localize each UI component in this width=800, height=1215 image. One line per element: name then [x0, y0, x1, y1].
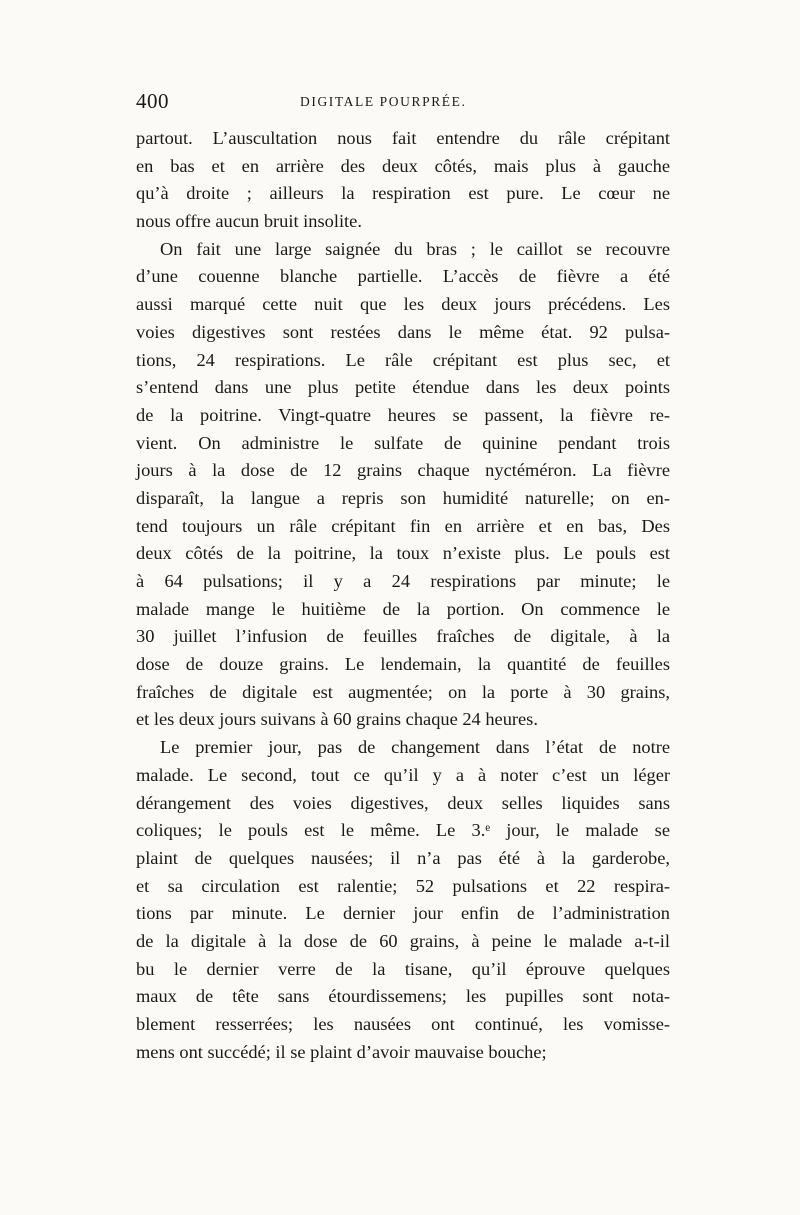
text-line: et sa circulation est ralentie; 52 pulsations et 22 respira-	[136, 875, 670, 896]
text-line: malade. Le second, tout ce qu’il y a à noter c’est un léger	[136, 764, 670, 785]
text-line: de la poitrine. Vingt-quatre heures se passent, la fièvre re-	[136, 404, 670, 425]
text-line: mens ont succédé; il se plaint d’avoir mauvaise bouche;	[136, 1041, 547, 1062]
text-line: plaint de quelques nausées; il n’a pas été à la garderobe,	[136, 847, 670, 868]
text-line: fraîches de digitale est augmentée; on la porte à 30 grains,	[136, 681, 670, 702]
text-line: disparaît, la langue a repris son humidité naturelle; on en-	[136, 487, 670, 508]
text-line: dérangement des voies digestives, deux selles liquides sans	[136, 792, 670, 813]
paragraph	[136, 125, 670, 236]
text-line: d’une couenne blanche partielle. L’accès de fièvre a été	[136, 266, 670, 287]
text-line: voies digestives sont restées dans le même état. 92 pulsa-	[136, 321, 670, 342]
text-line: qu’à droite ; ailleurs la respiration est pure. Le cœur ne	[136, 183, 670, 204]
paragraph	[136, 236, 670, 734]
text-line: en bas et en arrière des deux côtés, mais plus à gauche	[136, 155, 670, 176]
text-line: blement resserrées; les nausées ont continué, les vomisse-	[136, 1014, 670, 1034]
text-line: tions, 24 respirations. Le râle crépitant est plus sec, et	[136, 349, 670, 370]
text-line: tions par minute. Le dernier jour enfin de l’administration	[136, 903, 670, 924]
text-line: partout. L’auscultation nous fait entendre du râle crépitant	[136, 128, 670, 148]
text-line: deux côtés de la poitrine, la toux n’existe plus. Le pouls est	[136, 543, 670, 564]
text-line: nous offre aucun bruit insolite.	[136, 211, 362, 232]
text-line: tend toujours un râle crépitant fin en arrière et en bas, Des	[136, 515, 670, 536]
text-line: coliques; le pouls est le même. Le 3.ᵉ jour, le malade se	[136, 820, 670, 841]
page-header	[136, 89, 670, 119]
text-line: de la digitale à la dose de 60 grains, à peine le malade a-t-il	[136, 930, 670, 951]
text-line: à 64 pulsations; il y a 24 respirations par minute; le	[136, 571, 670, 591]
text-line: vient. On administre le sulfate de quinine pendant trois	[136, 432, 670, 453]
text-line: Le premier jour, pas de changement dans l’état de notre	[160, 737, 670, 758]
text-line: s’entend dans une plus petite étendue dans les deux points	[136, 377, 670, 398]
text-line: jours à la dose de 12 grains chaque nyctéméron. La fièvre	[136, 460, 670, 481]
page-number: 400	[136, 89, 169, 113]
text-line: bu le dernier verre de la tisane, qu’il éprouve quelques	[136, 958, 670, 979]
text-line: On fait une large saignée du bras ; le caillot se recouvre	[160, 238, 670, 259]
running-title: DIGITALE POURPRÉE.	[300, 94, 467, 109]
text-line: aussi marqué cette nuit que les deux jours précédens. Les	[136, 294, 670, 315]
text-line: malade mange le huitième de la portion. On commence le	[136, 598, 670, 619]
text-line: 30 juillet l’infusion de feuilles fraîches de digitale, à la	[136, 626, 670, 647]
paragraph	[136, 734, 670, 1066]
body-text	[136, 125, 670, 1066]
text-line: et les deux jours suivans à 60 grains chaque 24 heures.	[136, 709, 538, 730]
text-line: maux de tête sans étourdissemens; les pupilles sont nota-	[136, 986, 670, 1007]
text-line: dose de douze grains. Le lendemain, la quantité de feuilles	[136, 654, 670, 675]
